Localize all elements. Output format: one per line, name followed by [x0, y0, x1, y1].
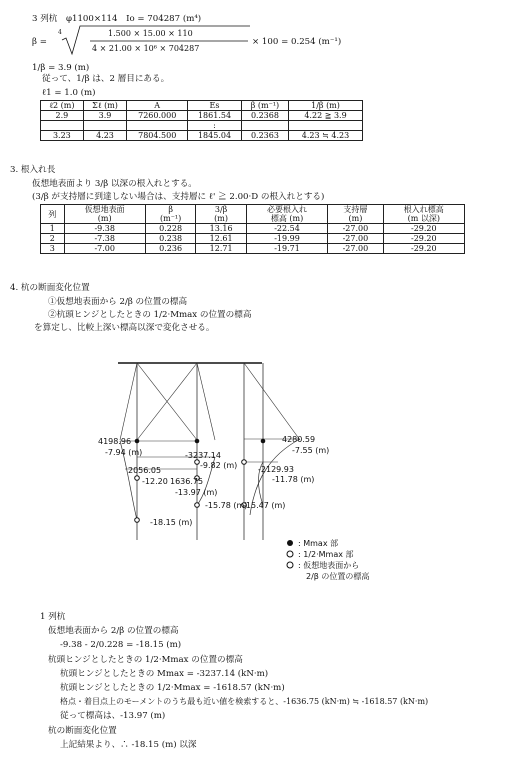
- label: -7.55 (m): [292, 446, 330, 455]
- th-embed-elev: 根入れ標高 (m 以深): [383, 205, 464, 224]
- cell: 4.22 ≧ 3.9: [289, 111, 363, 121]
- cell: -27.00: [328, 244, 383, 254]
- th-a: A: [127, 101, 188, 111]
- cell: -9.38: [64, 224, 145, 234]
- th-sum-l: Σℓ (m): [83, 101, 127, 111]
- change-item2: ②杭頭ヒンジとしたときの 1/2·Mmax の位置の標高: [48, 310, 252, 320]
- cell: 3.23: [41, 131, 84, 141]
- legend-open2: 2/β の位置の標高: [306, 572, 370, 581]
- cell: 0.2368: [241, 111, 288, 121]
- label: -9.82 (m): [200, 461, 238, 470]
- label: -15.47 (m): [243, 501, 286, 510]
- label: -2129.93: [258, 465, 294, 474]
- virtual-surface-point: [135, 518, 140, 523]
- cell: 4.23: [83, 131, 127, 141]
- cell: -19.71: [246, 244, 327, 254]
- label: -13.97 (m): [175, 488, 218, 497]
- col1-result: 上記結果より、∴ -18.15 (m) 以深: [60, 740, 197, 750]
- legend-half: : 1/2·Mmax 部: [298, 550, 354, 559]
- mmax-point: [261, 439, 266, 444]
- th-bearing: 支持層 (m): [328, 205, 383, 224]
- col1-mmax: 杭頭ヒンジとしたときの Mmax = -3237.14 (kN·m): [60, 669, 269, 679]
- cell: 0.236: [145, 244, 195, 254]
- label: 4280.59: [282, 435, 316, 444]
- th-inv-beta: 1/β (m): [289, 101, 363, 111]
- cell: 0.238: [145, 234, 195, 244]
- th-required: 必要根入れ 標高 (m): [246, 205, 327, 224]
- embed-title: 3. 根入れ長: [10, 165, 56, 175]
- change-item1: ①仮想地表面から 2/β の位置の標高: [48, 297, 188, 307]
- half-mmax-point: [242, 460, 247, 465]
- label: -3237.14: [185, 451, 221, 460]
- cell: 1: [41, 224, 65, 234]
- cell: 0.228: [145, 224, 195, 234]
- label: -15.78 (m): [205, 501, 248, 510]
- inv-beta: 1/β = 3.9 (m): [32, 63, 90, 73]
- col1-title: 1 列杭: [40, 612, 66, 622]
- col3-header: 3 列杭 φ1100×114 Io = 704287 (m⁴): [32, 14, 202, 24]
- label: -11.78 (m): [272, 475, 315, 484]
- cell: 1845.04: [188, 131, 242, 141]
- th-beta: β (m⁻¹): [241, 101, 288, 111]
- change-title: 4. 杭の断面変化位置: [10, 283, 90, 293]
- cell: 4.23 ≒ 4.23: [289, 131, 363, 141]
- virtual-surface-point: [195, 503, 200, 508]
- cell: 12.61: [196, 234, 246, 244]
- numerator: 1.500 × 15.00 × 110: [108, 29, 193, 38]
- label: 4198.96: [98, 437, 132, 446]
- col1-therefore: 従って標高は、-13.97 (m): [60, 711, 166, 721]
- cell: 0.2363: [241, 131, 288, 141]
- cell: -19.99: [246, 234, 327, 244]
- label: -7.94 (m): [105, 448, 143, 457]
- legend-filled: : Mmax 部: [298, 539, 339, 548]
- legend-filled-icon: [287, 540, 293, 546]
- half-mmax-point: [135, 476, 140, 481]
- th-l2: ℓ2 (m): [41, 101, 84, 111]
- th-es: Es: [188, 101, 242, 111]
- label: -12.20: [142, 477, 168, 486]
- mmax-point: [195, 439, 200, 444]
- embed-line2: (3/β が支持層に到達しない場合は、支持層に ℓ' ≧ 2.00·D の根入れとする): [32, 192, 325, 202]
- th-col: 列: [41, 205, 65, 224]
- mmax-point: [135, 439, 140, 444]
- col1-sub3: 杭の断面変化位置: [48, 726, 117, 736]
- th-surface: 仮想地表面 (m): [64, 205, 145, 224]
- label: 2056.05: [128, 466, 162, 475]
- legend-open1: : 仮想地表面から: [298, 561, 360, 570]
- cell: 7804.500: [127, 131, 188, 141]
- col1-halfmmax: 杭頭ヒンジとしたときの 1/2·Mmax = -1618.57 (kN·m): [60, 683, 285, 693]
- cell: -27.00: [328, 224, 383, 234]
- embed-line1: 仮想地表面より 3/β 以深の根入れとする。: [32, 179, 197, 189]
- cell: 3: [41, 244, 65, 254]
- cell: -29.20: [383, 234, 464, 244]
- th-beta2: β (m⁻¹): [145, 205, 195, 224]
- col1-sub1: 仮想地表面から 2/β の位置の標高: [48, 626, 179, 636]
- cell: 2.9: [41, 111, 84, 121]
- l1-value: ℓ1 = 1.0 (m): [42, 88, 96, 98]
- cell: -22.54: [246, 224, 327, 234]
- label: 1636.75: [170, 477, 204, 486]
- th-3beta: 3/β (m): [196, 205, 246, 224]
- cell: 1861.54: [188, 111, 242, 121]
- col1-sub2: 杭頭ヒンジとしたときの 1/2·Mmax の位置の標高: [48, 655, 243, 665]
- cell: 7260.000: [127, 111, 188, 121]
- beta-result: × 100 = 0.254 (m⁻¹): [252, 37, 342, 47]
- denominator: 4 × 21.00 × 10⁶ × 704287: [92, 44, 200, 53]
- label: -18.15 (m): [150, 518, 193, 527]
- cell: -29.20: [383, 244, 464, 254]
- layer-conclusion: 従って、1/β は、2 層目にある。: [42, 74, 170, 84]
- legend-open-icon: [287, 562, 293, 568]
- cell: :: [188, 121, 242, 131]
- cell: 2: [41, 234, 65, 244]
- cell: -7.38: [64, 234, 145, 244]
- col1-search: 格点・着目点上のモーメントのうち最も近い値を検索すると、-1636.75 (kN·m) ≒ -1618.57 (kN·m): [60, 697, 429, 706]
- root-index: 4: [58, 29, 62, 36]
- cell: -29.20: [383, 224, 464, 234]
- legend-half-icon: [287, 551, 293, 557]
- change-line3: を算定し、比較上深い標高以深で変化させる。: [34, 323, 215, 333]
- beta-lhs: β =: [32, 37, 47, 47]
- cell: -27.00: [328, 234, 383, 244]
- cell: 13.16: [196, 224, 246, 234]
- cell: 12.71: [196, 244, 246, 254]
- cell: -7.00: [64, 244, 145, 254]
- half-mmax-point: [195, 460, 200, 465]
- cell: 3.9: [83, 111, 127, 121]
- col1-calc1: -9.38 - 2/0.228 = -18.15 (m): [60, 640, 182, 650]
